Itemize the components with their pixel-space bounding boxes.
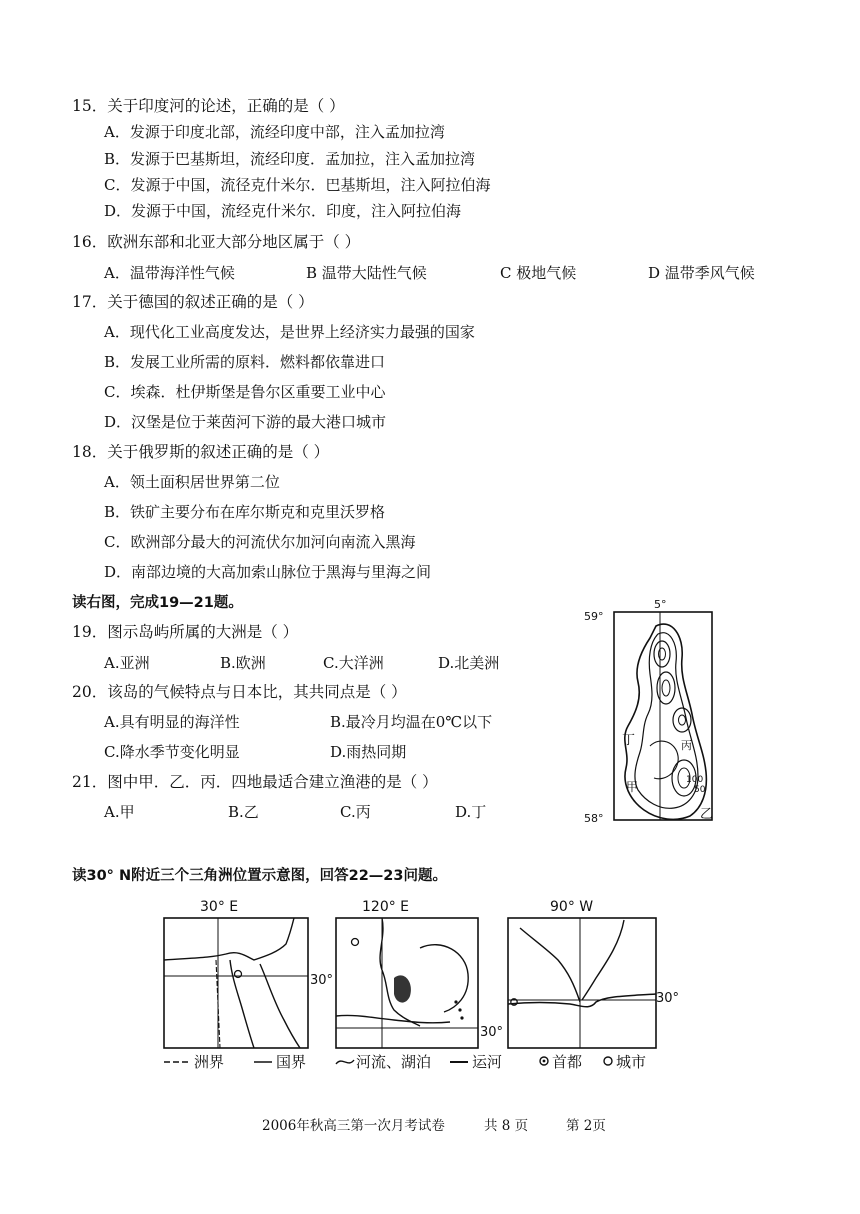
footer-exam-title: 2006年秋高三第一次月考试卷	[262, 1118, 445, 1134]
footer-total-pages: 共 8 页	[484, 1118, 529, 1134]
legend-capital-label: 首都	[552, 1053, 583, 1071]
island-map-lat-top-label: 59°	[584, 610, 604, 623]
legend-city-label: 城市	[616, 1053, 647, 1071]
map2-bay	[420, 945, 468, 1012]
question-21-stem: 21．图中甲．乙．丙．四地最适合建立渔港的是（ ）	[72, 773, 438, 791]
map1-frame	[164, 918, 308, 1048]
footer-page-number: 第 2页	[566, 1118, 606, 1134]
map3-lon-label: 90° W	[550, 899, 594, 915]
island-contour-map	[580, 596, 730, 832]
question-21-option-c: C.丙	[340, 803, 371, 821]
question-15-option-b: B．发源于巴基斯坦，流经印度．孟加拉，注入孟加拉湾	[104, 150, 476, 168]
question-18-option-a: A．领土面积居世界第二位	[104, 473, 280, 491]
question-21-option-b: B.乙	[228, 803, 259, 821]
map3-frame	[508, 918, 656, 1048]
question-19-option-a: A.亚洲	[104, 654, 150, 672]
map2-river	[336, 1015, 450, 1022]
question-21-option-d: D.丁	[455, 803, 487, 821]
map-legend	[164, 1053, 646, 1071]
map3-lat-label: 30°	[656, 991, 680, 1006]
question-17-option-b: B．发展工业所需的原料．燃料都依靠进口	[104, 353, 386, 371]
island-label-contour-50: 50	[694, 785, 706, 795]
map2-lat-label: 30°	[480, 1025, 504, 1040]
question-18-option-c: C．欧洲部分最大的河流伏尔加河向南流入黑海	[104, 533, 416, 551]
question-18-option-d: D．南部边境的大高加索山脉位于黑海与里海之间	[104, 563, 432, 581]
island-label-contour-100: 100	[686, 775, 704, 785]
map2-capital-marker	[352, 939, 359, 946]
map2-island-dot-2	[458, 1008, 461, 1011]
legend-capital-symbol-dot	[543, 1060, 546, 1063]
question-20-option-c: C.降水季节变化明显	[104, 743, 240, 761]
question-16-option-c: C 极地气候	[500, 264, 577, 282]
island-label-yi: 乙	[700, 807, 714, 822]
map2-island-dot-3	[460, 1016, 463, 1019]
island-contour-hill-1	[654, 641, 670, 667]
map1-lon-label: 30° E	[200, 899, 239, 915]
island-label-ding: 丁	[622, 733, 636, 748]
question-19-option-d: D.北美洲	[438, 654, 500, 672]
question-18-stem: 18．关于俄罗斯的叙述正确的是（ ）	[72, 443, 330, 461]
question-17-stem: 17．关于德国的叙述正确的是（ ）	[72, 293, 314, 311]
map2-lon-label: 120° E	[362, 899, 410, 915]
question-20-option-d: D.雨热同期	[330, 743, 407, 761]
section-heading-22-23: 读30° N附近三个三角洲位置示意图，回答22—23问题。	[72, 868, 447, 884]
legend-continent-boundary-label: 洲界	[194, 1053, 225, 1071]
delta-maps-figure	[150, 898, 710, 1078]
island-contour-ridge	[650, 741, 678, 779]
question-16-option-b: B 温带大陆性气候	[306, 264, 427, 282]
question-16-option-d: D 温带季风气候	[648, 264, 755, 282]
island-contour-hill-2-inner	[662, 680, 670, 696]
question-15-option-c: C．发源于中国，流径克什米尔．巴基斯坦，注入阿拉伯海	[104, 176, 491, 194]
question-20-stem: 20．该岛的气候特点与日本比，其共同点是（ ）	[72, 683, 407, 701]
island-contour-hill-3	[673, 708, 691, 732]
map1-red-sea	[260, 964, 300, 1048]
island-contour-hill-3-inner	[679, 715, 686, 725]
map2-coastline	[380, 918, 420, 1026]
question-15-stem: 15．关于印度河的论述，正确的是（ ）	[72, 97, 345, 115]
question-21-option-a: A.甲	[104, 803, 135, 821]
question-19-stem: 19．图示岛屿所属的大洲是（ ）	[72, 623, 299, 641]
map3-tributary	[582, 920, 624, 1000]
question-17-option-a: A．现代化工业高度发达，是世界上经济实力最强的国家	[104, 323, 475, 341]
question-15-option-a: A．发源于印度北部，流经印度中部，注入孟加拉湾	[104, 123, 445, 141]
question-19-option-c: C.大洋洲	[323, 654, 384, 672]
legend-national-boundary-label: 国界	[276, 1053, 307, 1071]
island-label-bing: 丙	[681, 739, 692, 752]
question-18-option-b: B．铁矿主要分布在库尔斯克和克里沃罗格	[104, 503, 386, 521]
island-map-lon-label: 5°	[654, 598, 667, 611]
question-17-option-d: D．汉堡是位于莱茵河下游的最大港口城市	[104, 413, 387, 431]
question-16-option-a: A．温带海洋性气候	[104, 264, 235, 282]
island-label-jia: 甲	[626, 780, 639, 794]
legend-city-symbol	[604, 1057, 612, 1065]
question-15-option-d: D．发源于中国，流经克什米尔．印度，注入阿拉伯海	[104, 202, 462, 220]
question-19-option-b: B.欧洲	[220, 654, 266, 672]
legend-river-symbol	[336, 1060, 354, 1064]
question-20-option-b: B.最冷月均温在0℃以下	[330, 713, 493, 731]
legend-river-lake-label: 河流、湖泊	[356, 1053, 432, 1071]
legend-canal-label: 运河	[472, 1053, 503, 1071]
map2-peninsula	[394, 975, 411, 1002]
map3-river	[520, 928, 580, 1002]
map1-coastline	[164, 918, 294, 960]
map1-lat-label: 30°	[310, 973, 334, 988]
question-20-option-a: A.具有明显的海洋性	[104, 713, 240, 731]
map2-island-dot-1	[454, 1000, 457, 1003]
question-17-option-c: C．埃森．杜伊斯堡是鲁尔区重要工业中心	[104, 383, 386, 401]
island-map-lat-bottom-label: 58°	[584, 812, 604, 825]
section-heading-19-21: 读右图，完成19—21题。	[72, 595, 243, 611]
question-16-stem: 16．欧洲东部和北亚大部分地区属于（ ）	[72, 233, 361, 251]
